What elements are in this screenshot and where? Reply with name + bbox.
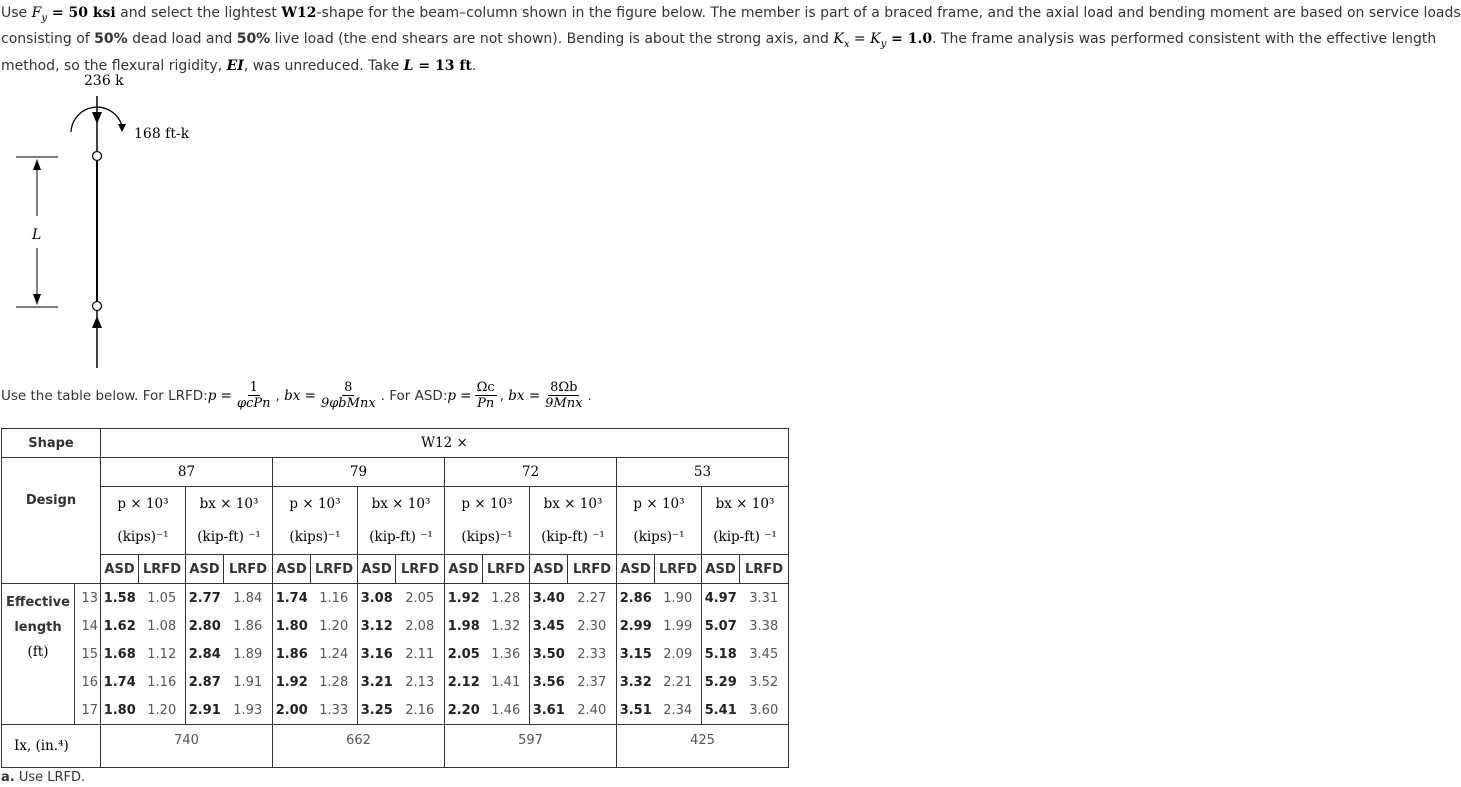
problem-line-2: consisting of 50% dead load and 50% live load (the end shears are not shown). Bending is about the strong axis, and $K_x = K_y = 1.0$. The frame analysis was performed consistent with the effective length <box>1 31 1437 51</box>
table-cell: 2.91 <box>186 696 224 725</box>
table-row <box>2 584 789 613</box>
p-header: p × 10³ <box>617 487 702 521</box>
table-cell: 1.32 <box>483 612 530 640</box>
bx-lrfd-fraction: $\frac{8}{\text{9φbMnx}}$ <box>320 380 376 411</box>
table-cell: 1.28 <box>311 668 358 696</box>
table-cell: 1.16 <box>139 668 186 696</box>
ix-value: 662 <box>273 725 445 768</box>
table-cell: 3.08 <box>358 584 396 613</box>
table-cell: 3.51 <box>617 696 655 725</box>
table-cell: 2.77 <box>186 584 224 613</box>
table-cell: 1.84 <box>224 584 273 613</box>
asd-label: ASD <box>101 555 139 584</box>
table-cell: 2.21 <box>655 668 702 696</box>
bx-units: (kip-ft) ⁻¹ <box>702 521 789 555</box>
table-cell: 3.31 <box>740 584 789 613</box>
table-cell: 3.15 <box>617 640 655 668</box>
table-cell: 1.89 <box>224 640 273 668</box>
table-cell: 2.20 <box>445 696 483 725</box>
table-cell: 2.84 <box>186 640 224 668</box>
length-value: 15 <box>75 640 101 668</box>
table-cell: 1.86 <box>273 640 311 668</box>
asd-label: ASD <box>702 555 740 584</box>
table-cell: 1.08 <box>139 612 186 640</box>
shape-family: W12 × <box>101 429 789 458</box>
table-cell: 5.41 <box>702 696 740 725</box>
length-value: 13 <box>75 584 101 613</box>
table-cell: 1.20 <box>311 612 358 640</box>
table-cell: 3.32 <box>617 668 655 696</box>
problem-line-3: method, so the flexural rigidity, EI, was unreduced. Take L = 13 ft. <box>1 57 477 74</box>
p-units: (kips)⁻¹ <box>273 521 358 555</box>
bx-units: (kip-ft) ⁻¹ <box>186 521 273 555</box>
shape-label: Shape <box>2 429 101 458</box>
table-cell: 2.34 <box>655 696 702 725</box>
table-cell: 2.08 <box>396 612 445 640</box>
lrfd-label: LRFD <box>139 555 186 584</box>
table-cell: 2.16 <box>396 696 445 725</box>
axial-load-label: 236 k <box>84 73 124 89</box>
table-cell: 1.58 <box>101 584 139 613</box>
asd-label: ASD <box>358 555 396 584</box>
table-cell: 2.05 <box>396 584 445 613</box>
asd-label: ASD <box>445 555 483 584</box>
table-cell: 1.24 <box>311 640 358 668</box>
table-cell: 3.50 <box>530 640 568 668</box>
table-cell: 3.60 <box>740 696 789 725</box>
lrfd-label: LRFD <box>655 555 702 584</box>
bx-header: bx × 10³ <box>358 487 445 521</box>
problem-line-1: Use $F_y = 50$ ksi and select the lightest W12-shape for the beam–column shown in the figure below. The member is part of a braced frame, and the axial load and bending moment are based on service loads <box>1 5 1461 24</box>
table-cell: 2.11 <box>396 640 445 668</box>
design-table <box>1 428 789 768</box>
table-cell: 2.40 <box>568 696 617 725</box>
effective-length-label: Effective length (ft) <box>2 584 75 725</box>
asd-label: ASD <box>617 555 655 584</box>
table-cell: 4.97 <box>702 584 740 613</box>
table-cell: 1.92 <box>445 584 483 613</box>
p-header: p × 10³ <box>445 487 530 521</box>
table-cell: 5.29 <box>702 668 740 696</box>
ix-value: 740 <box>101 725 273 768</box>
table-cell: 1.12 <box>139 640 186 668</box>
table-cell: 1.80 <box>273 612 311 640</box>
p-header: p × 10³ <box>101 487 186 521</box>
table-cell: 3.38 <box>740 612 789 640</box>
ix-label: Ix, (in.⁴) <box>2 725 101 768</box>
table-cell: 3.61 <box>530 696 568 725</box>
table-cell: 5.18 <box>702 640 740 668</box>
table-cell: 3.45 <box>530 612 568 640</box>
table-row <box>2 612 789 640</box>
bx-units: (kip-ft) ⁻¹ <box>530 521 617 555</box>
table-cell: 1.92 <box>273 668 311 696</box>
table-cell: 1.68 <box>101 640 139 668</box>
table-cell: 2.30 <box>568 612 617 640</box>
length-value: 17 <box>75 696 101 725</box>
dim-arrow-down <box>33 294 41 305</box>
lrfd-label: LRFD <box>740 555 789 584</box>
table-cell: 1.36 <box>483 640 530 668</box>
table-cell: 3.25 <box>358 696 396 725</box>
table-cell: 1.99 <box>655 612 702 640</box>
length-label: L <box>32 227 42 243</box>
ix-value: 425 <box>617 725 789 768</box>
table-cell: 1.28 <box>483 584 530 613</box>
asd-label: ASD <box>186 555 224 584</box>
ix-value: 597 <box>445 725 617 768</box>
lrfd-label: LRFD <box>224 555 273 584</box>
table-cell: 1.86 <box>224 612 273 640</box>
lrfd-label: LRFD <box>396 555 445 584</box>
p-units: (kips)⁻¹ <box>445 521 530 555</box>
beam-column-figure <box>0 66 230 376</box>
table-cell: 3.16 <box>358 640 396 668</box>
bottom-pin <box>93 302 102 311</box>
p-units: (kips)⁻¹ <box>617 521 702 555</box>
table-cell: 2.80 <box>186 612 224 640</box>
table-cell: 1.20 <box>139 696 186 725</box>
part-a-instruction: a. Use LRFD. <box>1 770 86 785</box>
table-cell: 3.52 <box>740 668 789 696</box>
table-instructions: Use the table below. For LRFD: p = $\frac{1}{\text{φcPn}}$ , bx = $\frac{8}{\text{9φbMnx}}$ . For ASD: p = $\frac{\Omega c}{Pn}$ , bx = $\frac{8\Omega b}{\text{9Mnx}}$ . <box>1 380 592 411</box>
p-header: p × 10³ <box>273 487 358 521</box>
table-cell: 3.40 <box>530 584 568 613</box>
table-cell: 1.16 <box>311 584 358 613</box>
table-cell: 2.05 <box>445 640 483 668</box>
dim-arrow-up <box>33 159 41 170</box>
table-cell: 2.12 <box>445 668 483 696</box>
length-value: 14 <box>75 612 101 640</box>
design-label: Design <box>2 487 101 521</box>
table-cell: 2.27 <box>568 584 617 613</box>
lrfd-label: LRFD <box>483 555 530 584</box>
top-pin <box>93 152 102 161</box>
axial-load-arrowhead <box>92 112 102 124</box>
table-row <box>2 640 789 668</box>
table-cell: 2.33 <box>568 640 617 668</box>
table-cell: 1.41 <box>483 668 530 696</box>
table-body <box>2 584 789 725</box>
bx-header: bx × 10³ <box>530 487 617 521</box>
table-cell: 1.91 <box>224 668 273 696</box>
p-units: (kips)⁻¹ <box>101 521 186 555</box>
table-cell: 3.21 <box>358 668 396 696</box>
table-cell: 2.86 <box>617 584 655 613</box>
table-cell: 1.74 <box>101 668 139 696</box>
bx-header: bx × 10³ <box>702 487 789 521</box>
bx-header: bx × 10³ <box>186 487 273 521</box>
asd-label: ASD <box>530 555 568 584</box>
table-cell: 1.46 <box>483 696 530 725</box>
lrfd-label: LRFD <box>311 555 358 584</box>
reaction-arrowhead <box>92 316 102 328</box>
table-cell: 2.00 <box>273 696 311 725</box>
table-cell: 2.99 <box>617 612 655 640</box>
method-row <box>2 555 789 584</box>
table-cell: 5.07 <box>702 612 740 640</box>
table-cell: 3.56 <box>530 668 568 696</box>
bx-asd-fraction: $\frac{8\Omega b}{\text{9Mnx}}$ <box>545 380 583 411</box>
table-cell: 2.87 <box>186 668 224 696</box>
table-cell: 1.05 <box>139 584 186 613</box>
length-value: 16 <box>75 668 101 696</box>
table-cell: 2.37 <box>568 668 617 696</box>
shape-79: 79 <box>273 458 445 487</box>
table-cell: 1.74 <box>273 584 311 613</box>
shape-53: 53 <box>617 458 789 487</box>
table-cell: 1.33 <box>311 696 358 725</box>
table-cell: 1.80 <box>101 696 139 725</box>
table-cell: 2.13 <box>396 668 445 696</box>
table-row <box>2 696 789 725</box>
table-cell: 1.93 <box>224 696 273 725</box>
moment-label: 168 ft-k <box>134 126 190 142</box>
p-asd-fraction: $\frac{\Omega c}{Pn}$ <box>476 380 495 411</box>
shape-72: 72 <box>445 458 617 487</box>
table-cell: 3.12 <box>358 612 396 640</box>
table-cell: 1.98 <box>445 612 483 640</box>
bx-units: (kip-ft) ⁻¹ <box>358 521 445 555</box>
asd-label: ASD <box>273 555 311 584</box>
moment-arrowhead <box>118 124 126 132</box>
table-cell: 2.09 <box>655 640 702 668</box>
shape-87: 87 <box>101 458 273 487</box>
lrfd-label: LRFD <box>568 555 617 584</box>
table-cell: 3.45 <box>740 640 789 668</box>
p-lrfd-fraction: $\frac{1}{\text{φcPn}}$ <box>236 380 271 411</box>
table-row <box>2 668 789 696</box>
table-cell: 1.62 <box>101 612 139 640</box>
table-cell: 1.90 <box>655 584 702 613</box>
